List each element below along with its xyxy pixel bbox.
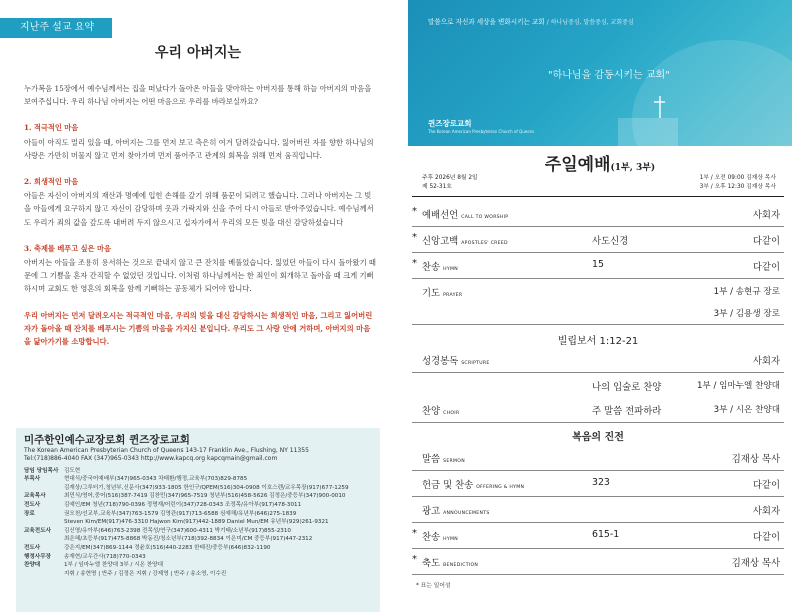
section-heading: 2. 희생적인 마음 (24, 177, 79, 187)
staff-row (24, 484, 372, 493)
cross-icon-bar (654, 101, 665, 103)
sermon-section-2 (24, 175, 376, 229)
order-item-name (422, 529, 458, 543)
choir-label-en: CHOIR (443, 411, 460, 416)
order-item-name (422, 403, 459, 417)
staff-role: 장로 (24, 510, 35, 517)
staff-role: 찬양대 (24, 562, 41, 569)
order-item-label: 광고 (422, 506, 441, 517)
order-item-label: 축도 (422, 558, 441, 569)
staff-row (24, 518, 372, 527)
divider (412, 252, 784, 253)
order-item-label-en: SERMON (443, 459, 465, 464)
church-name: 미주한인예수교장로회 퀸즈장로교회 (24, 434, 190, 446)
staff-row (24, 561, 372, 570)
sermon-closing: 우리 아버지는 먼저 달려오시는 적극적인 마음, 우리의 빚을 대신 감당하시는 희생적인 마음, 그리고 잃어버린 자가 돌아올 때 잔치를 베푸시는 기쁨의 마음을 가지신 분입니다. 우리도 그 사랑 안에 거하며, 아버지의 마음을 닮아가기를 소망합니다. (24, 310, 373, 347)
order-item-name (422, 233, 508, 247)
divider (412, 372, 784, 373)
cover-church-name: 퀸즈장로교회 (428, 119, 472, 128)
order-item-label-en: OFFERING & HYMN (476, 485, 525, 490)
sermon-title: 우리 아버지는 (154, 45, 242, 61)
order-row-prayer (412, 280, 784, 324)
divider (412, 496, 784, 497)
order-row (412, 550, 784, 572)
order-row (412, 446, 784, 468)
choir-group-2: 3부 / 시온 찬양대 (713, 405, 780, 415)
staff-row (24, 544, 372, 553)
divider (412, 422, 784, 423)
standing-mark: * (412, 554, 417, 565)
order-item-name (422, 285, 462, 299)
order-row (412, 498, 784, 520)
staff-row (24, 510, 372, 519)
staff-names: 김신영/유아부(646)763-2398 전목성/연구(347)600-4311 박기태/소년부(917)855-2310 (64, 527, 291, 534)
staff-names: 1부 / 임마누엘 찬양대 3부 / 시온 찬양대 (64, 562, 163, 569)
divider (412, 548, 784, 549)
order-item-name (422, 555, 478, 569)
order-row: * 신앙고백 APOSTLES' CREED 사도신경 다같이 (412, 232, 780, 247)
section-heading: 1. 적극적인 마음 (24, 123, 79, 133)
staff-names: 최은혜/초등부(917)475-8868 박동진/청소년부(718)392-8834 이은미/CM 중등부(917)447-2312 (64, 536, 313, 543)
staff-role: 전도사 (24, 544, 41, 551)
order-item-name (422, 207, 508, 221)
scripture-label-en: SCRIPTURE (461, 361, 490, 366)
section-text: 아들은 자신이 아버지의 재산과 명예에 입힌 손해를 갚기 위해 품꾼이 되려고 했습니다. 그러나 아버지는 그 빚을 아들에게 요구하지 않고 자신이 감당하며 옷과 가락지와 신을 주어 다시 아들로 받아주었습니다. 예수님께서도 우리가 죄의 값을 갚도록 내버려 두지 않으시고 십자가에서 우리의 모든 빚을 대신 감당하셨습니다 (24, 191, 374, 227)
church-address: 143-17 Franklin Ave., Flushing, NY 11355 (185, 447, 309, 454)
prayer-label: 기도 (422, 288, 441, 299)
worship-title (408, 150, 792, 175)
sermon-body (24, 82, 376, 348)
prayer-leader-1: 1부 / 송현규 장로 (713, 287, 780, 297)
sermon-section-1 (24, 121, 376, 162)
church-contact: Tel:(718)886-4040 FAX (347)965-0343 http://www.kapcq.org kapcqmain@gmail.com (24, 454, 278, 462)
prayer-label-en: PRAYER (443, 293, 463, 298)
order-item-label: 헌금 및 찬송 (422, 480, 474, 491)
worship-date: 주후 2026년 8월 2일 (422, 175, 478, 181)
choir-label: 찬양 (422, 406, 441, 417)
staff-role: 담임 당임목사 (24, 467, 59, 474)
staff-row (24, 475, 372, 484)
choir-group-1: 1부 / 임마누엘 찬양대 (697, 381, 780, 391)
staff-role: 교육전도사 (24, 527, 52, 534)
worship-order-page (396, 0, 792, 612)
standing-mark: * (412, 206, 417, 217)
service-time-2: 3부 / 오후 12:30 김재상 목사 (699, 184, 776, 190)
worship-title-main: 주일예배 (544, 155, 611, 175)
staff-row (24, 492, 372, 501)
order-item-name (422, 477, 524, 491)
staff-names: 김예인/EM 청년(718)790-0396 정명재/어린이(347)728-0343 조정목/유아부(917)478-3011 (64, 501, 302, 508)
staff-role (24, 535, 64, 544)
staff-names: 김재상/그루터기,청년부,신문사(347)933-1805 한인구/QPEM(516)304-0908 이호스렌/교우목장(917)677-1259 (64, 484, 349, 491)
staff-row (24, 570, 372, 579)
divider (412, 574, 784, 575)
order-item-label: 신앙고백 (422, 236, 459, 247)
section-text: 아버지는 아들을 조용히 용서하는 것으로 끝내지 않고 큰 잔치를 베풀었습니다. 잃었던 아들이 다시 돌아왔기 때문에 그 기쁨을 혼자 간직할 수 없었던 것입니다. 이처럼 하나님께서는 한 죄인이 회개하고 돌아올 때 크게 기뻐하시며 교회도 한 영혼의 회복을 함께 기뻐하는 공동체가 되어야 합니다. (24, 258, 376, 294)
standing-footnote: * 표는 일어섬 (416, 583, 451, 589)
divider (412, 226, 784, 227)
order-item-name (422, 451, 465, 465)
divider (412, 470, 784, 471)
scripture-reference: 빌립보서 1:12-21 (557, 336, 639, 347)
cover-tagline (428, 16, 634, 26)
order-row-choir: 찬양 CHOIR 나의 입술로 찬양 주 말씀 전파하라 1부 / 임마누엘 찬양대 3부 / 시온 찬양대 (422, 381, 780, 417)
staff-role: 전도사 (24, 501, 41, 508)
order-row: * 찬송 HYMN 615-1 다같이 (412, 528, 780, 543)
order-item-label-en: APOSTLES' CREED (461, 241, 508, 246)
church-info-box (16, 428, 380, 612)
cross-icon (659, 96, 661, 118)
church-building-shape (618, 118, 678, 146)
staff-role: 교육목사 (24, 493, 46, 500)
staff-role (24, 570, 64, 579)
staff-row (24, 501, 372, 510)
sermon-title-line: 복음의 진전 (572, 432, 624, 443)
order-row (412, 202, 784, 224)
order-item-label: 예배선언 (422, 210, 459, 221)
scripture-label: 성경봉독 (422, 356, 459, 367)
divider (412, 324, 784, 325)
staff-names: 현대식/중국어예배부(347)965-0343 차태환/행정,교육부(703)829-8785 (64, 476, 248, 483)
order-item-label: 찬송 (422, 262, 441, 273)
staff-row (24, 527, 372, 536)
staff-row (24, 467, 372, 476)
staff-role: 부목사 (24, 476, 41, 483)
staff-names: Steven Kim/EM(917)476-3310 Hajwon Kim(917)442-1889 Daniel Mun/EM 유년부(929)261-9321 (64, 519, 329, 526)
sermon-intro: 누가복음 15장에서 예수님께서는 집을 떠났다가 돌아온 아들을 맞아하는 아버지를 통해 하늘 아버지의 마음을 보여주십니다. 우리 하나님 아버지는 어떤 마음으로 우리를 바라보실까요? (24, 84, 372, 107)
cover-banner (408, 0, 792, 146)
order-item-label-en: HYMN (443, 267, 458, 272)
cover-church-name-en: The Korean American Presbyterian Church of Queens (428, 129, 535, 134)
staff-names: 지휘 / 송현명 | 반주 / 김정은 지휘 / 강제영 | 반주 / 송소영, 이수진 (64, 570, 227, 577)
divider (412, 522, 784, 523)
order-item-label: 말씀 (422, 454, 441, 465)
staff-names: 최민식/영어,중어(516)387-7419 김찬민(347)965-7519 청년부(516)458-5626 김정은/중등부(347)900-0010 (64, 493, 346, 500)
staff-names: 김도현 (64, 467, 81, 474)
prayer-leader-2: 3부 / 김용생 장로 (713, 309, 780, 319)
tagline-sub: / 하나님중심, 말씀중심, 교회중심 (546, 19, 634, 26)
order-row-scripture (412, 348, 784, 370)
order-row: 헌금 및 찬송 OFFERING & HYMN 323 다같이 (422, 477, 780, 491)
order-item-label: 찬송 (422, 532, 441, 543)
order-item-name (422, 353, 490, 367)
staff-names: 강은지/EM(347)869-1144 정윤호(516)440-2283 한태진/중등부(646)832-1190 (64, 544, 271, 551)
order-item-label-en: HYMN (443, 537, 458, 542)
order-item-leader: 다같이 (752, 236, 780, 247)
scripture-leader: 사회자 (752, 356, 780, 367)
section-heading: 3. 축제를 베푸고 싶은 마음 (24, 243, 111, 253)
order-item-name (422, 259, 458, 273)
standing-mark: * (412, 258, 417, 269)
staff-list (24, 467, 372, 579)
order-item-leader: 다같이 (752, 480, 780, 491)
worship-title-sub: (1부, 3부) (610, 163, 656, 173)
staff-role (24, 518, 64, 527)
order-item-label-en: BENEDICTION (443, 563, 479, 568)
staff-row (24, 553, 372, 562)
staff-names: 송재현/교우간사(718)770-0343 (64, 553, 146, 560)
order-item-name (422, 503, 490, 517)
sermon-section-3 (24, 242, 376, 296)
order-row: * 찬송 HYMN 15 다같이 (412, 258, 780, 273)
divider (412, 278, 784, 279)
order-item-leader: 사회자 (752, 506, 780, 517)
standing-mark: * (412, 232, 417, 243)
staff-role: 행정사무장 (24, 553, 52, 560)
divider (412, 196, 784, 197)
order-item-leader: 김재상 목사 (731, 558, 780, 569)
standing-mark: * (412, 528, 417, 539)
staff-role (24, 484, 64, 493)
order-item-leader: 김재상 목사 (731, 454, 780, 465)
church-english-line (24, 447, 372, 455)
order-item-label-en: ANNOUNCEMENTS (443, 511, 490, 516)
cover-slogan: "하나님을 감동시키는 교회" (548, 70, 670, 81)
tagline-main: 말씀으로 자신과 세상을 변화시키는 교회 (428, 18, 545, 26)
order-item-leader: 다같이 (752, 262, 780, 273)
section-tab: 지난주 설교 요약 (0, 18, 112, 38)
order-item-leader: 다같이 (752, 532, 780, 543)
worship-volume: 제 52-31호 (422, 184, 452, 190)
section-text: 아들이 아직도 멀리 있을 때, 아버지는 그를 먼저 보고 측은히 여겨 달려갔습니다. 잃어버린 자를 향한 하나님의 사랑은 가만히 머물지 않고 먼저 찾아가며 먼저 품어주고 관계의 회복을 위해 먼저 움직입니다. (24, 137, 374, 160)
staff-row (24, 535, 372, 544)
order-item-label-en: CALL TO WORSHIP (461, 215, 509, 220)
order-item-leader: 사회자 (752, 210, 780, 221)
service-time-1: 1부 / 오전 09:00 김재상 목사 (699, 175, 776, 181)
church-name-en: The Korean American Presbyterian Church of Queens (24, 447, 184, 454)
staff-names: 권오천/선교부,교육부(347)763-1579 김영관(917)713-6588 심예해/유년부(646)275-1839 (64, 510, 297, 517)
